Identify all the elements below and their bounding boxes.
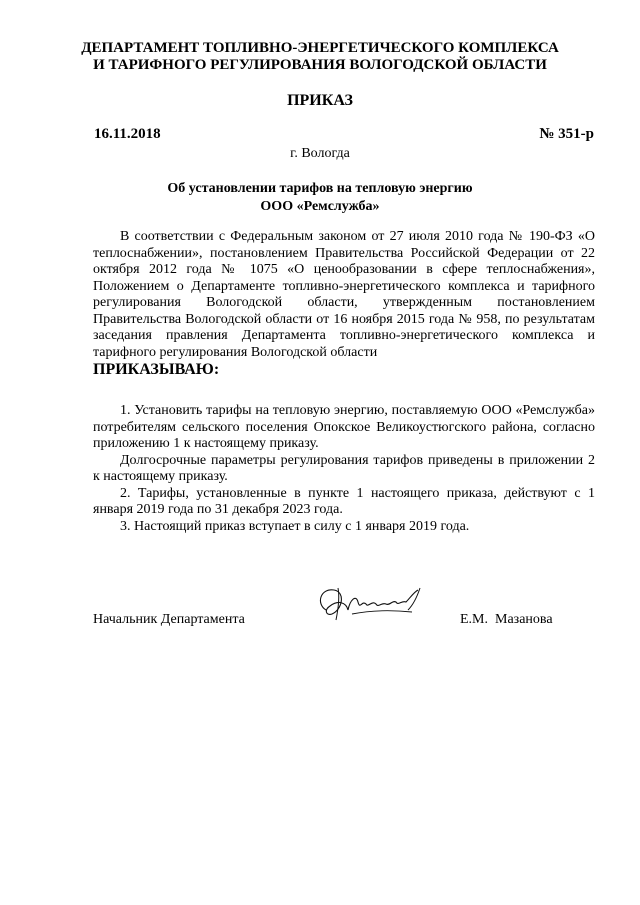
preamble-paragraph: В соответствии с Федеральным законом от 27 июля 2010 года № 190-ФЗ «О теплоснабжении», постановлением Правительства Российской Федерации от 22 октября 2012 года № 1075 «О ценообразовании в сфере теплоснабжения», Положением о Департаменте топливно-энергетического комплекса и тарифного регулирования Вологодской области, утвержденным постановлением Правительства Вологодской области от 16 ноября 2015 года № 958, по результатам заседания правления Департамента топливно-энергетического комплекса и тарифного регулирования Вологодской области — [93, 229, 595, 360]
order-word: ПРИКАЗЫВАЮ: — [93, 361, 220, 378]
document-subject — [120, 180, 520, 216]
document-city: г. Вологда — [290, 146, 350, 161]
document-type: ПРИКАЗ — [287, 92, 353, 109]
order-item-1: 1. Установить тарифы на тепловую энергию, поставляемую ООО «Ремслужба» потребителям сельского поселения Опокское Великоустюгского района, согласно приложению 1 к настоящему приказу. — [93, 403, 595, 451]
department-name-line2: И ТАРИФНОГО РЕГУЛИРОВАНИЯ ВОЛОГОДСКОЙ ОБЛАСТИ — [93, 57, 547, 73]
handwritten-signature — [312, 580, 432, 628]
order-items — [93, 403, 595, 535]
department-name-line1: ДЕПАРТАМЕНТ ТОПЛИВНО-ЭНЕРГЕТИЧЕСКОГО КОМПЛЕКСА — [81, 40, 559, 56]
signatory-name: Е.М. Мазанова — [460, 612, 553, 627]
document-number: № 351-р — [539, 126, 594, 142]
order-item-2: 2. Тарифы, установленные в пункте 1 настоящего приказа, действуют с 1 января 2019 года по 31 декабря 2023 года. — [93, 485, 595, 517]
signatory-position: Начальник Департамента — [93, 612, 245, 627]
order-item-3: 3. Настоящий приказ вступает в силу с 1 января 2019 года. — [120, 518, 470, 534]
subject-line1: Об установлении тарифов на тепловую энергию — [167, 181, 473, 196]
document-date: 16.11.2018 — [94, 126, 161, 142]
subject-line2: ООО «Ремслужба» — [260, 199, 380, 214]
order-item-1-note: Долгосрочные параметры регулирования тарифов приведены в приложении 2 к настоящему приказу. — [93, 452, 595, 484]
preamble-block — [93, 229, 595, 379]
